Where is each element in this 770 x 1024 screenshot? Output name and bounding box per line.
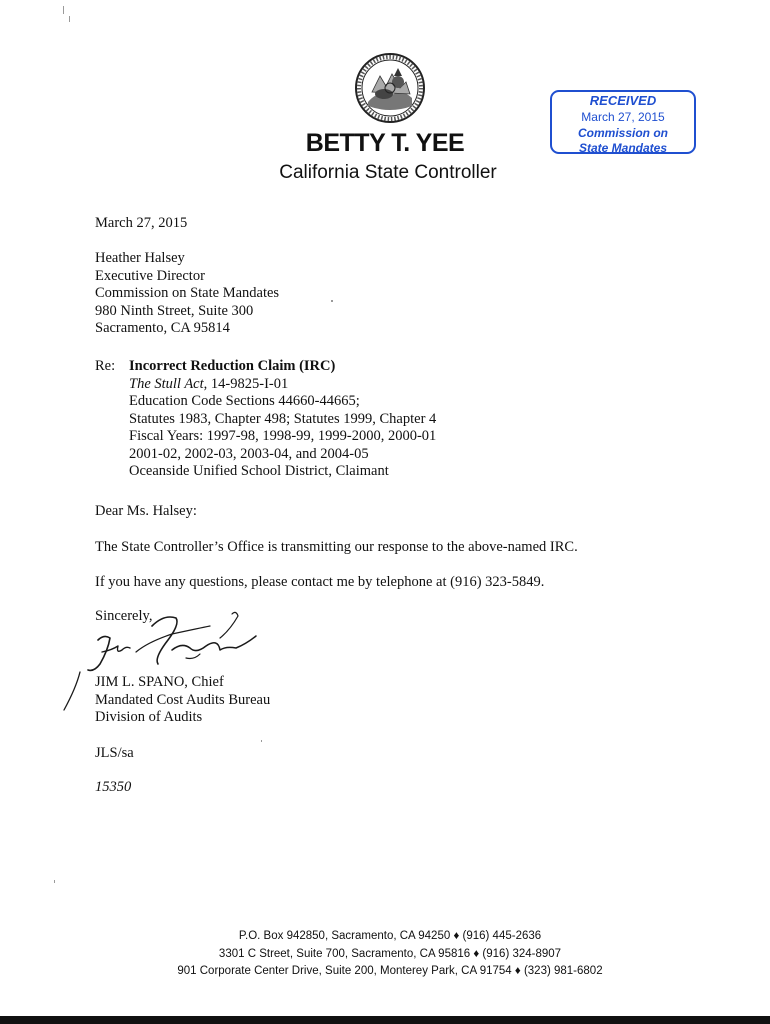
scan-speck — [63, 6, 64, 14]
scan-speck — [261, 740, 262, 742]
recipient-name: Heather Halsey — [95, 250, 185, 266]
re-act-number: , 14-9825-I-01 — [203, 375, 289, 392]
body-paragraph: The State Controller’s Office is transmitting our response to the above-named IRC. — [95, 539, 578, 555]
footer-line: P.O. Box 942850, Sacramento, CA 94250 ♦ (916) 445-2636 — [238, 930, 542, 942]
re-line: Fiscal Years: 1997-98, 1998-99, 1999-2000, 2000-01 — [129, 428, 437, 444]
scan-speck — [54, 880, 55, 883]
re-line: Oceanside Unified School District, Claimant — [129, 463, 389, 479]
stamp-title: RECEIVED — [589, 93, 657, 108]
re-label: Re: — [95, 358, 116, 374]
closing: Sincerely, — [95, 608, 153, 624]
re-line: Education Code Sections 44660-44665; — [129, 393, 360, 409]
footer-addresses — [0, 928, 770, 981]
salutation: Dear Ms. Halsey: — [95, 503, 197, 519]
footer-line: 3301 C Street, Suite 700, Sacramento, CA 95816 ♦ (916) 324-8907 — [218, 947, 562, 960]
stamp-line-2: State Mandates — [578, 141, 668, 155]
controller-title: California State Controller — [279, 162, 497, 183]
body-paragraph: If you have any questions, please contact me by telephone at (916) 323-5849. — [95, 574, 545, 590]
footer-line: 901 Corporate Center Drive, Suite 200, Monterey Park, CA 91754 ♦ (323) 981-6802 — [177, 965, 603, 977]
signer-name: JIM L. SPANO, Chief — [95, 674, 224, 690]
stamp-date: March 27, 2015 — [581, 110, 665, 124]
letter-date: March 27, 2015 — [95, 215, 188, 231]
recipient-street: 980 Ninth Street, Suite 300 — [95, 302, 254, 319]
reference-initials: JLS/sa — [95, 745, 134, 761]
stamp-line-1: Commission on — [577, 126, 668, 140]
scan-speck — [331, 300, 333, 302]
re-line: 2001-02, 2002-03, 2003-04, and 2004-05 — [129, 445, 369, 462]
received-stamp — [550, 90, 696, 154]
signer-division: Division of Audits — [95, 709, 203, 725]
recipient-title: Executive Director — [95, 267, 205, 284]
california-state-seal — [354, 52, 426, 124]
scan-speck — [69, 16, 70, 22]
re-block — [129, 358, 436, 481]
document-number: 15350 — [95, 779, 132, 795]
signer-block — [95, 674, 270, 727]
re-act-name: The Stull Act — [129, 375, 204, 392]
re-act-line — [129, 376, 436, 394]
re-subject: Incorrect Reduction Claim (IRC) — [129, 358, 336, 374]
signer-bureau: Mandated Cost Audits Bureau — [95, 691, 271, 708]
scan-edge-bar — [0, 1016, 770, 1024]
recipient-organization: Commission on State Mandates — [95, 285, 280, 301]
recipient-address — [95, 250, 279, 338]
recipient-city: Sacramento, CA 95814 — [95, 320, 230, 336]
re-line: Statutes 1983, Chapter 498; Statutes 1999, Chapter 4 — [129, 410, 437, 427]
controller-name: BETTY T. YEE — [305, 129, 465, 157]
